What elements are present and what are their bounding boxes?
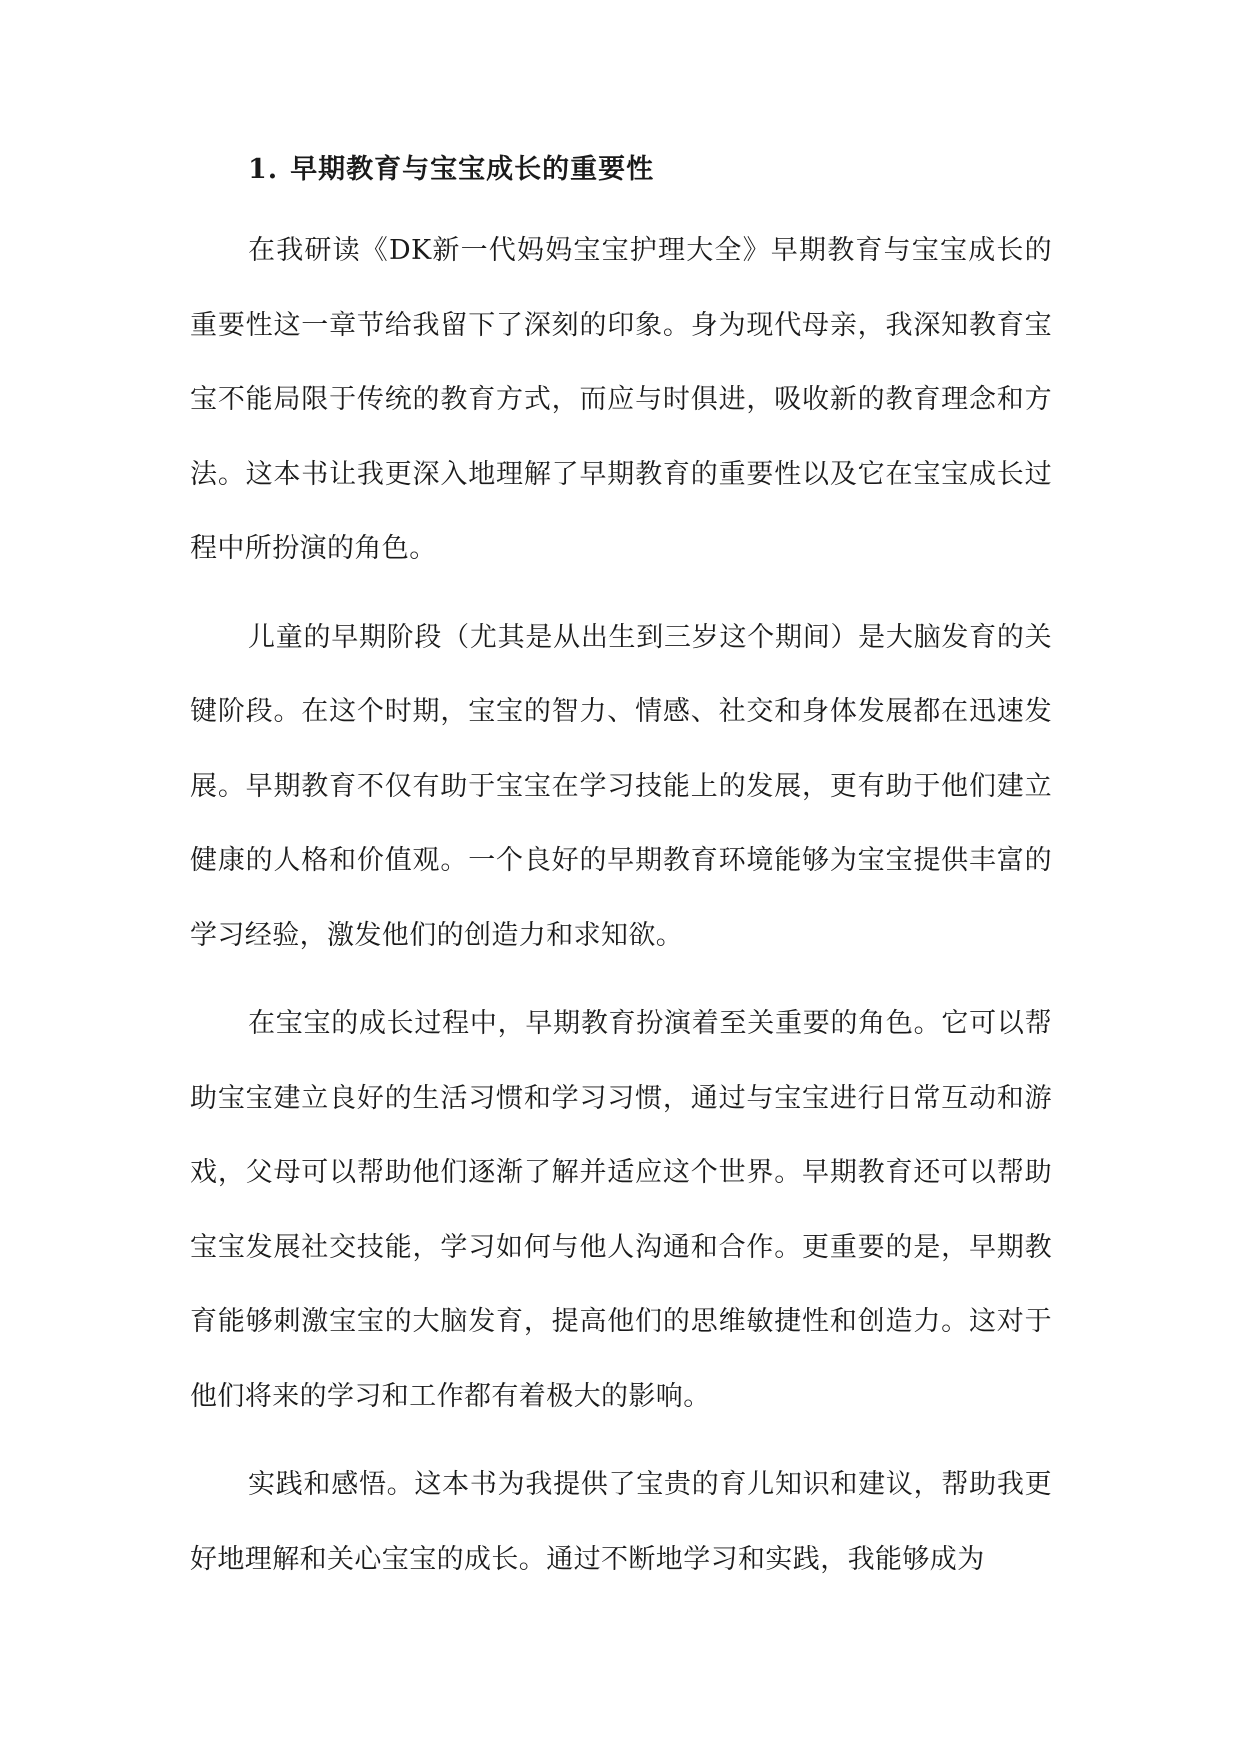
section-title: 早期教育与宝宝成长的重要性 bbox=[290, 154, 655, 185]
document-body bbox=[190, 140, 1052, 1597]
paragraph-3: 在宝宝的成长过程中，早期教育扮演着至关重要的角色。它可以帮助宝宝建立良好的生活习惯和学习习惯，通过与宝宝进行日常互动和游戏，父母可以帮助他们逐渐了解并适应这个世界。早期教育还可以帮助宝宝发展社交技能，学习如何与他人沟通和合作。更重要的是，早期教育能够刺激宝宝的大脑发育，提高他们的思维敏捷性和创造力。这对于他们将来的学习和工作都有着极大的影响。 bbox=[190, 1008, 1052, 1412]
section-heading bbox=[190, 140, 1052, 200]
paragraph-4: 实践和感悟。这本书为我提供了宝贵的育儿知识和建议，帮助我更好地理解和关心宝宝的成长。通过不断地学习和实践，我能够成为 bbox=[190, 1469, 1052, 1575]
paragraph-1: 在我研读《DK新一代妈妈宝宝护理大全》早期教育与宝宝成长的重要性这一章节给我留下了深刻的印象。身为现代母亲，我深知教育宝宝不能局限于传统的教育方式，而应与时俱进，吸收新的教育理念和方法。这本书让我更深入地理解了早期教育的重要性以及它在宝宝成长过程中所扮演的角色。 bbox=[190, 235, 1052, 564]
section-number: 1. bbox=[248, 154, 279, 185]
paragraph-2: 儿童的早期阶段（尤其是从出生到三岁这个期间）是大脑发育的关键阶段。在这个时期，宝宝的智力、情感、社交和身体发展都在迅速发展。早期教育不仅有助于宝宝在学习技能上的发展，更有助于他们建立健康的人格和价值观。一个良好的早期教育环境能够为宝宝提供丰富的学习经验，激发他们的创造力和求知欲。 bbox=[190, 621, 1052, 951]
